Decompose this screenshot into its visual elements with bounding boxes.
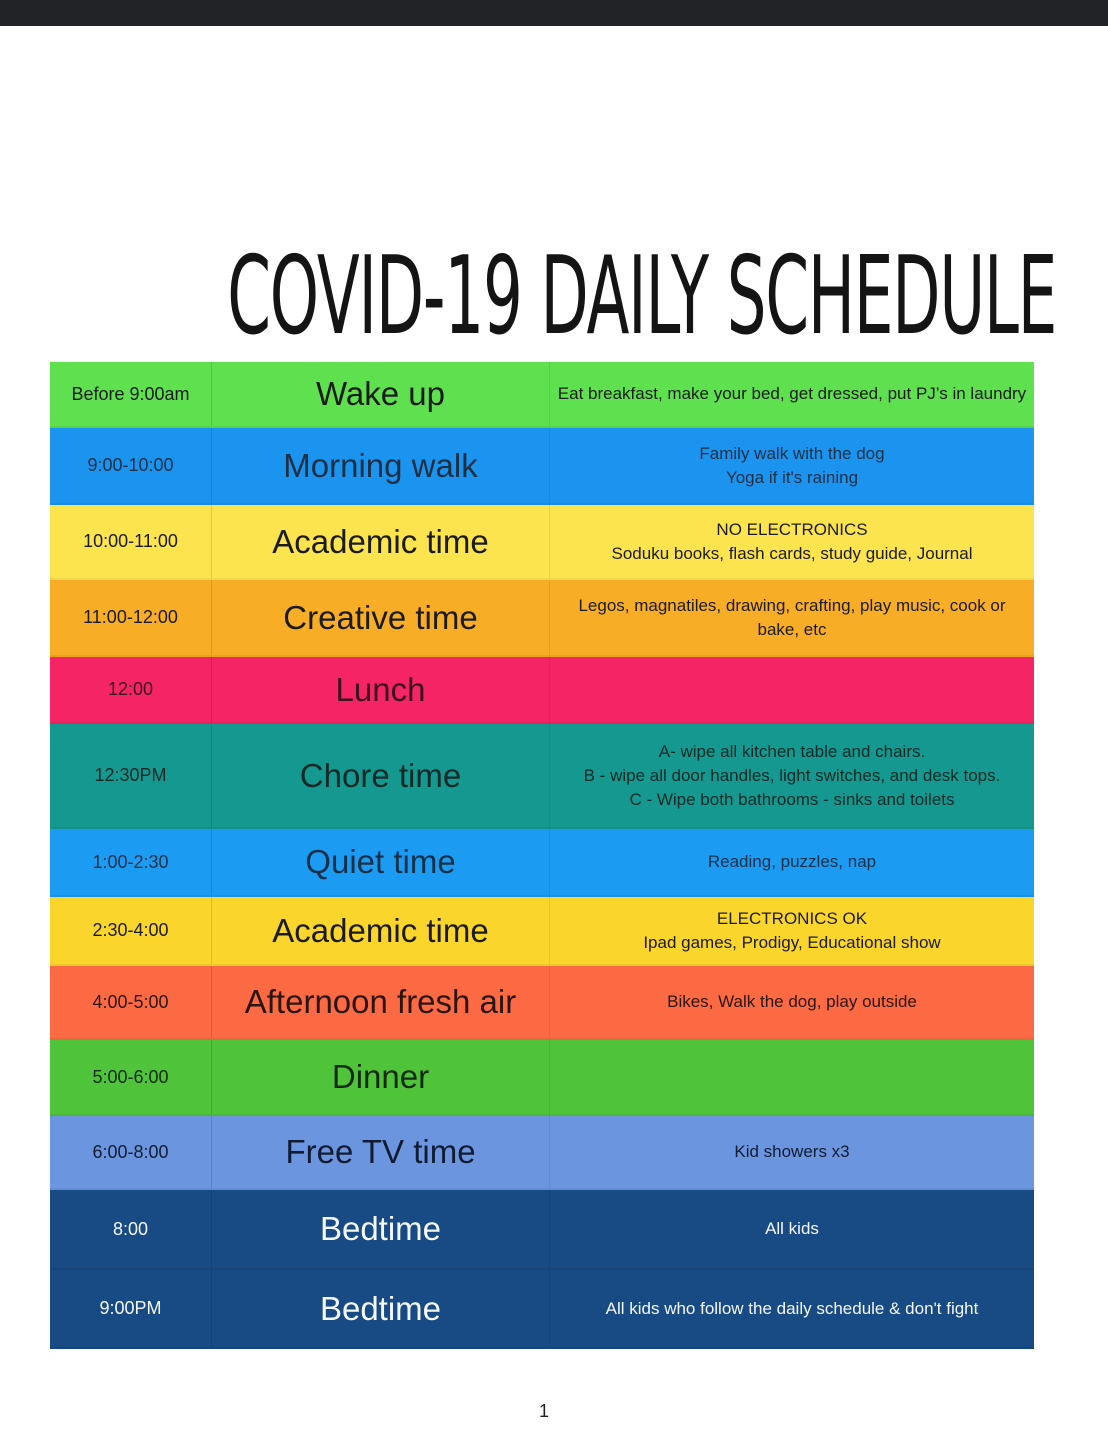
details-cell: A- wipe all kitchen table and chairs. B - wipe all door handles, light switches, and desk tops. C - Wipe both bathrooms - sinks and toilets <box>583 741 1001 809</box>
time-cell: 11:00-12:00 <box>50 580 212 655</box>
time-cell: 9:00PM <box>50 1270 212 1347</box>
activity-cell: Chore time <box>212 724 550 827</box>
details-cell: All kids <box>765 1219 819 1238</box>
details-cell <box>550 657 1034 722</box>
details-cell: All kids who follow the daily schedule & don't fight <box>605 1298 979 1318</box>
schedule-row <box>50 1190 1034 1270</box>
schedule-row <box>50 362 1034 428</box>
activity-cell: Bedtime <box>212 1190 550 1268</box>
time-cell: 4:00-5:00 <box>50 966 212 1038</box>
details-cell: Bikes, Walk the dog, play outside <box>667 992 917 1011</box>
schedule-row <box>50 1116 1034 1190</box>
time-cell: 9:00-10:00 <box>50 428 212 503</box>
schedule-row <box>50 657 1034 724</box>
schedule-row <box>50 897 1034 966</box>
schedule-row <box>50 829 1034 897</box>
time-cell: 12:00 <box>50 657 212 722</box>
activity-cell: Lunch <box>212 657 550 722</box>
time-cell: 6:00-8:00 <box>50 1116 212 1188</box>
schedule-table <box>50 362 1034 1349</box>
details-cell: Reading, puzzles, nap <box>707 852 877 871</box>
details-cell: NO ELECTRONICS Soduku books, flash cards, study guide, Journal <box>611 519 973 563</box>
schedule-row <box>50 505 1034 580</box>
activity-cell: Creative time <box>212 580 550 655</box>
activity-cell: Morning walk <box>212 428 550 503</box>
activity-cell: Afternoon fresh air <box>212 966 550 1038</box>
details-cell: Kid showers x3 <box>734 1142 850 1161</box>
time-cell: 8:00 <box>50 1190 212 1268</box>
time-cell: 1:00-2:30 <box>50 829 212 895</box>
top-status-bar <box>0 0 1108 26</box>
time-cell: 5:00-6:00 <box>50 1040 212 1114</box>
time-cell: 10:00-11:00 <box>50 505 212 578</box>
activity-cell: Bedtime <box>212 1270 550 1347</box>
schedule-row <box>50 966 1034 1040</box>
schedule-row <box>50 428 1034 505</box>
schedule-row <box>50 1270 1034 1349</box>
page-title: COVID-19 DAILY SCHEDULE <box>227 234 1057 360</box>
page-number: 1 <box>538 1401 549 1421</box>
time-cell: 12:30PM <box>50 724 212 827</box>
details-cell: ELECTRONICS OK Ipad games, Prodigy, Educational show <box>643 908 941 952</box>
time-cell: Before 9:00am <box>50 362 212 426</box>
activity-cell: Quiet time <box>212 829 550 895</box>
schedule-row <box>50 1040 1034 1116</box>
activity-cell: Wake up <box>212 362 550 426</box>
activity-cell: Free TV time <box>212 1116 550 1188</box>
details-cell <box>550 1040 1034 1114</box>
details-cell: Legos, magnatiles, drawing, crafting, play music, cook or bake, etc <box>578 595 1006 639</box>
schedule-row <box>50 724 1034 829</box>
activity-cell: Academic time <box>212 897 550 964</box>
details-cell: Family walk with the dog Yoga if it's raining <box>699 443 885 487</box>
schedule-row <box>50 580 1034 657</box>
activity-cell: Dinner <box>212 1040 550 1114</box>
activity-cell: Academic time <box>212 505 550 578</box>
details-cell: Eat breakfast, make your bed, get dressed, put PJ’s in laundry <box>557 384 1027 403</box>
time-cell: 2:30-4:00 <box>50 897 212 964</box>
